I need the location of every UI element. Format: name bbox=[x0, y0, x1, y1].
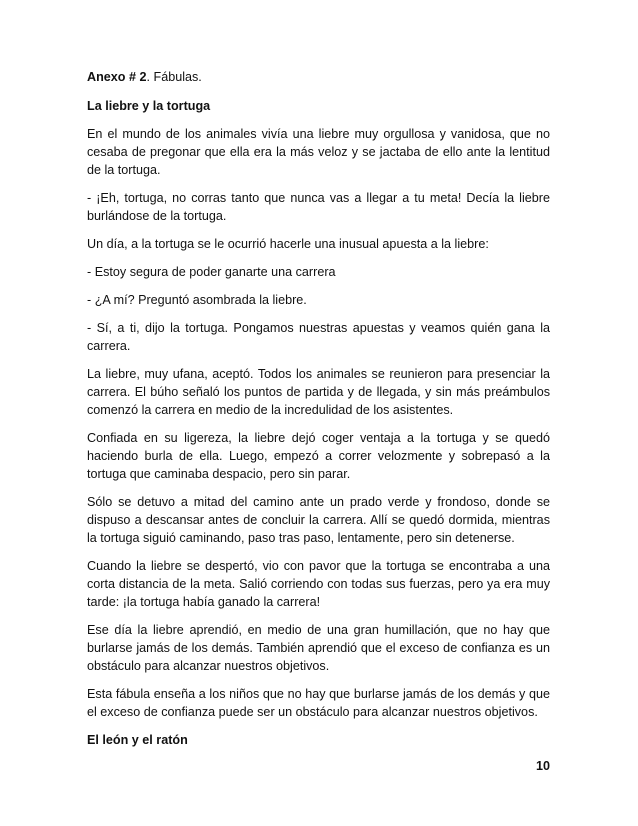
page-number: 10 bbox=[535, 759, 550, 773]
paragraph: Cuando la liebre se despertó, vio con pavor que la tortuga se encontraba a una corta distancia de la meta. Salió corriendo con todas sus fuerzas, pero ya era muy tarde: ¡la tortuga había ganado la carrera! bbox=[87, 559, 550, 609]
paragraph: En el mundo de los animales vivía una liebre muy orgullosa y vanidosa, que no cesaba de pregonar que ella era la más veloz y se jactaba de ello ante la lentitud de la tortuga. bbox=[87, 127, 550, 177]
paragraph: Confiada en su ligereza, la liebre dejó coger ventaja a la tortuga y se quedó haciendo burla de ella. Luego, empezó a correr velozmente y sobrepasó a la tortuga que caminaba despacio, pero sin parar. bbox=[87, 431, 550, 481]
paragraph: - Sí, a ti, dijo la tortuga. Pongamos nuestras apuestas y veamos quién gana la carrera. bbox=[87, 321, 550, 353]
paragraph: - Estoy segura de poder ganarte una carrera bbox=[87, 265, 336, 279]
paragraph: Sólo se detuvo a mitad del camino ante un prado verde y frondoso, donde se dispuso a descansar antes de concluir la carrera. Allí se quedó dormida, mientras la tortuga siguió caminando, paso tras paso, lentamente, pero sin detenerse. bbox=[87, 495, 550, 545]
annex-heading bbox=[87, 68, 550, 86]
annex-label: Anexo # 2 bbox=[87, 70, 147, 84]
annex-subtitle: . Fábulas. bbox=[146, 70, 202, 84]
paragraph: Un día, a la tortuga se le ocurrió hacerle una inusual apuesta a la liebre: bbox=[87, 237, 489, 251]
fable-title-hare-tortoise: La liebre y la tortuga bbox=[87, 99, 211, 113]
document-body bbox=[87, 68, 550, 759]
fable-title-lion-mouse: El león y el ratón bbox=[87, 733, 188, 747]
paragraph: La liebre, muy ufana, aceptó. Todos los animales se reunieron para presenciar la carrera. El búho señaló los puntos de partida y de llegada, y sin más preámbulos comenzó la carrera en medio de la incredulidad de los asistentes. bbox=[87, 367, 550, 417]
paragraph: Ese día la liebre aprendió, en medio de una gran humillación, que no hay que burlarse jamás de los demás. También aprendió que el exceso de confianza es un obstáculo para alcanzar nuestros objetivos. bbox=[87, 623, 550, 673]
paragraph: - ¡Eh, tortuga, no corras tanto que nunca vas a llegar a tu meta! Decía la liebre burlándose de la tortuga. bbox=[87, 191, 550, 223]
paragraph: Esta fábula enseña a los niños que no hay que burlarse jamás de los demás y que el exceso de confianza puede ser un obstáculo para alcanzar nuestros objetivos. bbox=[87, 687, 550, 719]
paragraph: - ¿A mí? Preguntó asombrada la liebre. bbox=[87, 293, 307, 307]
